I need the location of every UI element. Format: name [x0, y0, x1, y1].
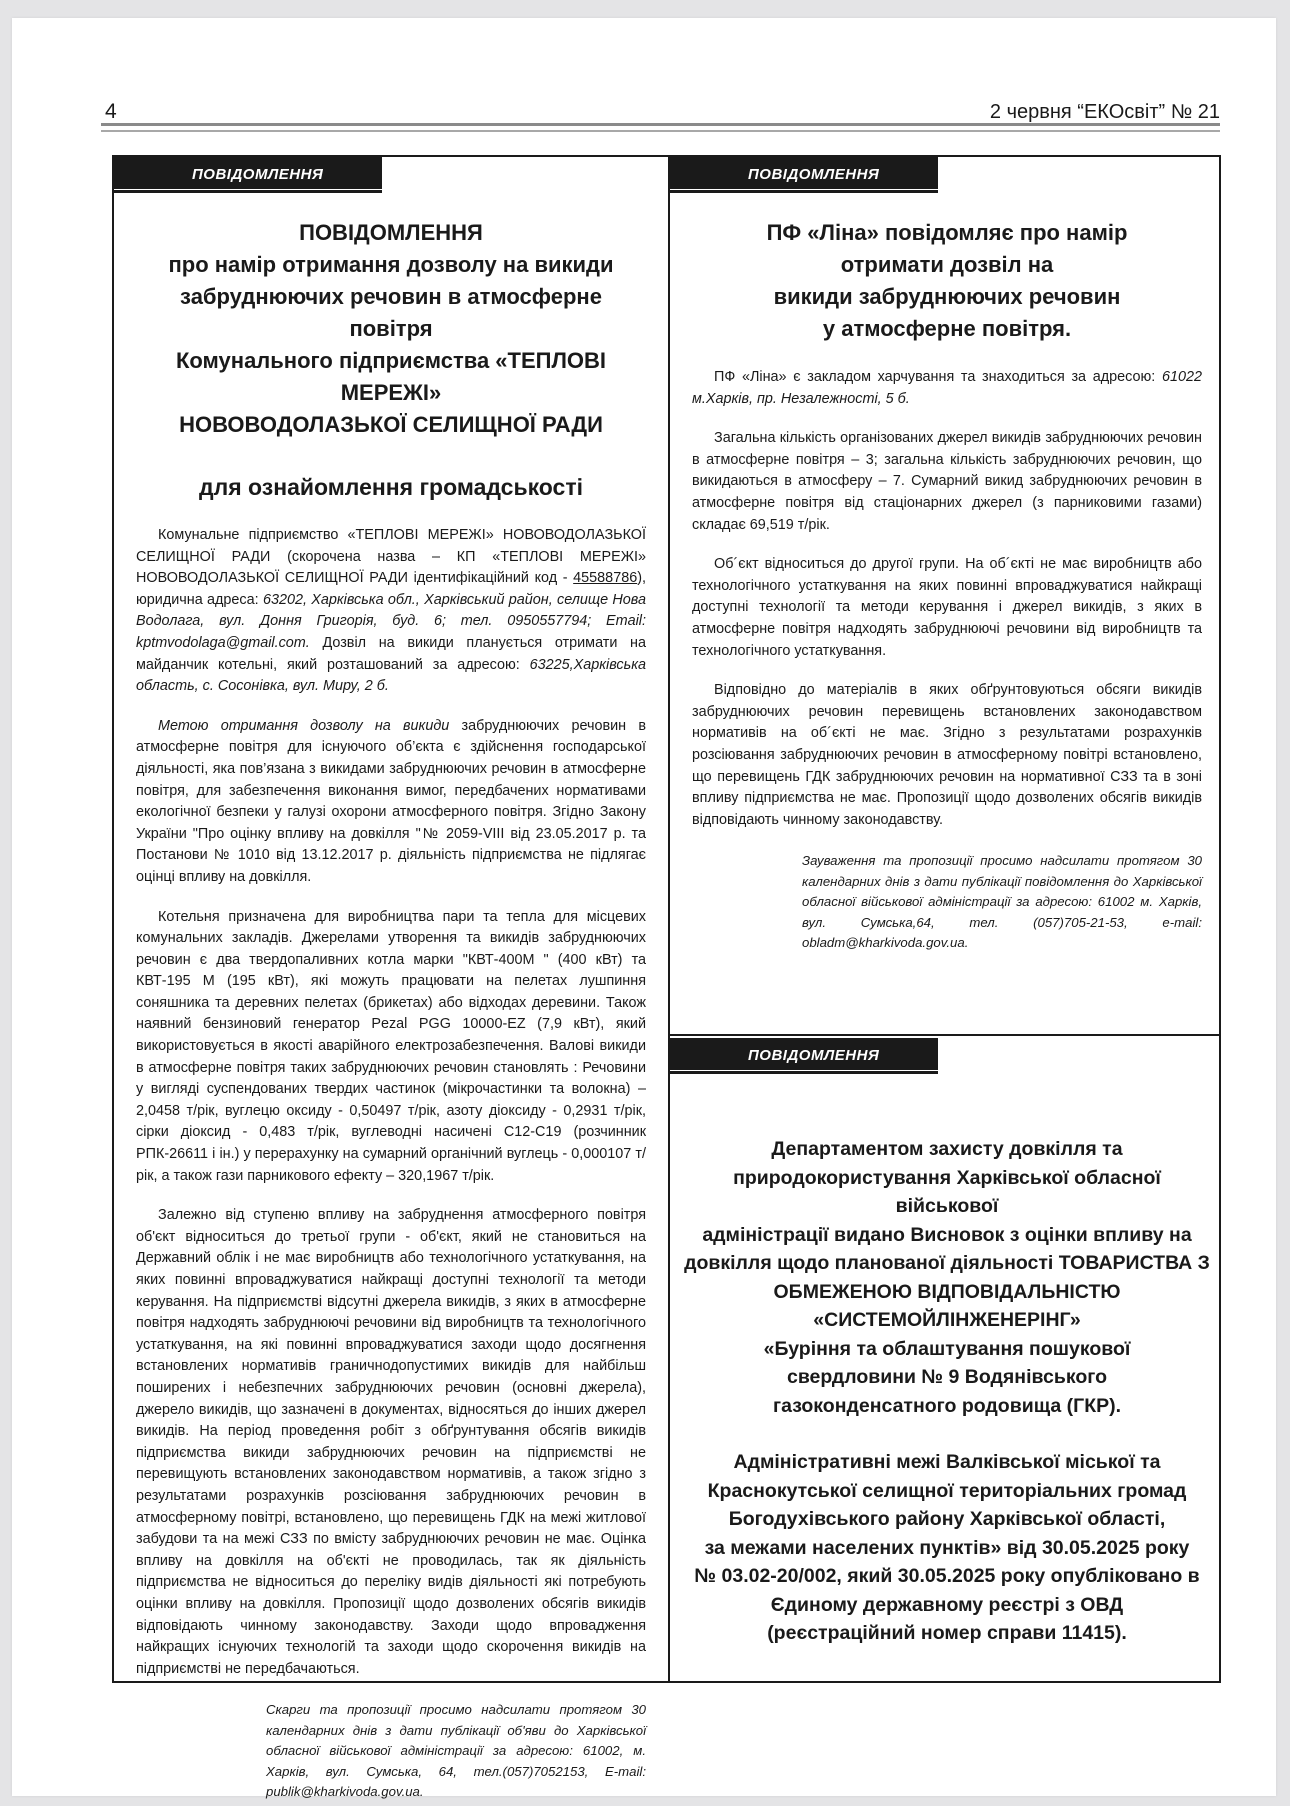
identification-code: 45588786 [573, 570, 638, 587]
left-notice-body [136, 525, 646, 1680]
boundaries-line: № 03.02-20/002, який 30.05.2025 року опубліковано в [694, 1565, 1200, 1587]
left-title-line: Комунального підприємства «ТЕПЛОВІ МЕРЕЖІ» [175, 348, 607, 405]
boundaries-line: Краснокутської селищної територіальних громад [707, 1479, 1187, 1502]
left-title-line: ПОВІДОМЛЕННЯ [299, 220, 483, 245]
right-paragraph-1 [692, 367, 1202, 410]
text-span: Комунальне підприємство «ТЕПЛОВІ МЕРЕЖІ» НОВОВОДОЛАЗЬКОЇ СЕЛИЩНОЇ РАДИ (скорочена назва – КП «ТЕПЛОВІ МЕРЕЖІ» НОВОВОДОЛАЗЬКОЇ СЕЛИЩНОЇ РАДИ ідентифікаційний код - [136, 527, 646, 587]
conclusion-line: «СИСТЕМОЙЛІНЖЕНЕРІНГ» [813, 1309, 1081, 1331]
left-title-line: про намір отримання дозволу на викиди [168, 252, 614, 277]
left-title-line: НОВОВОДОЛАЗЬКОЇ СЕЛИЩНОЇ РАДИ [179, 412, 603, 437]
right-title-line: у атмосферне повітря. [822, 316, 1072, 341]
content-frame [112, 155, 1221, 1799]
left-notice [136, 217, 646, 1802]
column-divider [668, 157, 670, 1681]
right-section-divider [670, 1034, 1219, 1036]
page-header [101, 84, 1220, 124]
conclusion-line: свердловини № 9 Водянівського [786, 1366, 1108, 1388]
left-notice-title [136, 217, 646, 441]
conclusion-line: природокористування Харківської обласної військової [733, 1166, 1161, 1217]
left-paragraph-4: Залежно від ступеню впливу на забруднення атмосферного повітря об'єкт відноситься до третьої групи - об'єкт, який не становиться на Державний облік і не має виробництв або технологічного устаткування, на яких повинні впроваджуватися найкращі доступні технології та методи керування. На підприємстві відсутні джерела викидів, з яких в атмосферне повітря надходять забруднюючі речовини від виробництв та технологічного устаткування, на які повинні впроваджуватися заходи щодо досягнення встановлених нормативів граничнодопустимих викидів для найбільш поширених і небезпечних забруднюючих речовин (основні джерела), джерело викидів, що зазначені в документах, відносяться до інших джерел викидів. На період проведення робіт з обґрунтування обсягів викидів підприємства викиди забруднюючих речовин на підприємстві не перевищують встановлених законодавством нормативів, а також згідно з результатами розрахунків розсіювання забруднюючих речовин в атмосферному повітрі, встановлено, що перевищень ГДК на межі житлової забудови та на межі СЗЗ по вмісту забруднюючих речовин не має. Оцінка впливу на довкілля на об'єкті не проводилась, так як діяльність підприємства не відноситься до переліку видів діяльності які потребують оцінки впливу на довкілля. Пропозиції щодо дозволених обсягів викидів відповідають чинному законодавству. Заходи щодо впровадження найкращих існуючих технологій та заходи щодо скорочення викидів на підприємстві не передбачаються. [136, 1207, 646, 1677]
right-paragraph-3: Об´єкт відноситься до другої групи. На об´єкті не має виробництв або технологічного устаткування на яких повинні впроваджуватися найкращі доступні технології та методи керування і джерел викидів, з яких в атмосферне повітря надходять забруднюючі речовини від виробництв та технологічного устаткування. [692, 556, 1202, 659]
ovd-boundaries-block [682, 1448, 1212, 1648]
ovd-conclusion-block [682, 1135, 1212, 1420]
right-top-note: Зауваження та пропозиції просимо надсилати протягом 30 календарних днів з дати публікації повідомлення до Харківської обласної військової адміністрації за адресою: 61002 м. Харків, вул. Сумська,64, тел. (057)705-21-53, e-mail: obladm@kharkivoda.gov.ua. [802, 853, 1202, 950]
left-paragraph-2 [136, 716, 646, 889]
conclusion-line: адміністрації видано Висновок з оцінки впливу на [702, 1223, 1192, 1246]
right-bottom-notice [682, 1135, 1212, 1648]
left-paragraph-1 [136, 525, 646, 698]
text-span: забруднюючих речовин в атмосферне повітря для існуючого об’єкта є здійснення господарської діяльності, яка пов’язана з викидами забруднюючих речовин в атмосферне повітря, для забезпечення виконання вимог, передбачених нормативами екологічної безпеки у галузі охорони атмосферного повітря. Згідно Закону України "Про оцінку впливу на довкілля "№ 2059-VIII від 23.05.2017 р. та Постанови № 1010 від 13.12.2017 р. діяльність підприємства не підлягає оцінці впливу на довкілля. [136, 717, 646, 885]
text-span: Дозвіл на викиди планується отримати на майданчик котельні, який розташований за адресою: [136, 634, 646, 673]
boundaries-line: за межами населених пунктів» від 30.05.2025 року [704, 1536, 1190, 1559]
section-tag-right-bottom: ПОВІДОМЛЕННЯ [670, 1038, 938, 1074]
left-paragraph-3: Котельня призначена для виробництва пари та тепла для місцевих комунальних закладів. Джерелами утворення та викидів забруднюючих речовин є два твердопаливних котла марки "КВТ-400М " (400 кВт) та КВТ-195 М (195 кВт), які можуть працювати на пелетах лушпиння соняшника та деревних пелетах (брикетах) або відходах деревини. Також наявний бензиновий генератор Pezal PGG 10000-EZ (7,9 кВт), який використовується в якості аварійного електрозабезпечення. Валові викиди в атмосферне повітря таких забруднюючих речовин становлять : Речовини у вигляді суспендованих твердих частинок (мікрочастинки та волокна) – 2,0458 т/рік, вуглецю оксиду - 0,50497 т/рік, азоту діоксиду - 0,2931 т/рік, сірки діоксид - 0,483 т/рік, вуглеводні насичені С12-С19 (розчинник РПК-26611 і ін.) у перерахунку на сумарний органічний вуглець - 0,000107 т/рік, а також гази парникового ефекту – 320,1967 т/рік. [136, 908, 646, 1184]
company-address: 61022 м.Харків, пр. Незалежності, 5 б. [692, 369, 1202, 407]
conclusion-line: «Буріння та облаштування пошукової [763, 1337, 1131, 1360]
boundaries-line: Адміністративні межі Валківської міської та [733, 1451, 1161, 1473]
conclusion-line: ОБМЕЖЕНОЮ ВІДПОВІДАЛЬНІСТЮ [773, 1280, 1121, 1303]
text-span: ), юридична адреса: [136, 570, 646, 608]
right-title-line: викиди забруднюючих речовин [773, 284, 1121, 309]
conclusion-line: Департаментом захисту довкілля та [771, 1138, 1123, 1160]
left-notice-subtitle: для ознайомлення громадськості [199, 474, 583, 500]
header-rule [101, 123, 1220, 126]
header-rule-thin [101, 130, 1220, 132]
right-top-notice-body [692, 367, 1202, 831]
section-tag-left: ПОВІДОМЛЕННЯ [114, 157, 382, 193]
left-complaints-note: Скарги та пропозиції просимо надсилати протягом 30 календарних днів з дати публікації об'яви до Харківської обласної військової адміністрації за адресою: 61002, м. Харків, вул. Сумська, 64, тел.(057)7052153, E-mail: publik@kharkivoda.gov.ua. [266, 1702, 646, 1799]
text-span: ПФ «Ліна» є закладом харчування та знаходиться за адресою: [714, 369, 1162, 385]
right-title-line: отримати дозвіл на [840, 252, 1054, 277]
section-tag-right-top: ПОВІДОМЛЕННЯ [670, 157, 938, 193]
page-number: 4 [105, 100, 117, 123]
left-title-line: забруднюючих речовин в атмосферне повітря [180, 284, 602, 341]
site-address: 63225,Харківська область, с. Сосонівка, вул. Миру, 2 б. [136, 656, 646, 695]
right-top-notice [692, 217, 1202, 953]
boundaries-line: Єдиному державному реєстрі з ОВД [770, 1593, 1124, 1616]
conclusion-line: довкілля щодо планованої діяльності ТОВАРИСТВА З [684, 1252, 1210, 1274]
boundaries-line: Богодухівського району Харківської області, [728, 1508, 1166, 1530]
legal-address: 63202, Харківська обл., Харківський район, селище Нова Водолага, вул. Доння Григорія, буд. 6; тел. 0950557794; Email: kptmvodolaga@gmail.com. [136, 591, 646, 651]
right-top-notice-title [692, 217, 1202, 345]
boundaries-line: (реєстраційний номер справи 11415). [767, 1622, 1127, 1644]
right-title-line: ПФ «Ліна» повідомляє про намір [766, 220, 1128, 245]
text-span: Метою отримання дозволу на викиди [158, 717, 450, 734]
issue-info: 2 червня “ЕКОсвіт” № 21 [989, 101, 1220, 123]
conclusion-line: газоконденсатного родовища (ГКР). [772, 1394, 1122, 1417]
right-paragraph-4: Відповідно до матеріалів в яких обґрунтовуються обсяги викидів забруднюючих речовин перевищень встановлених законодавством нормативів на об´єкті не має. Згідно з результатами розрахунків розсіювання забруднюючих речовин в атмосферному повітрі встановлено, що перевищень ГДК забруднюючих речовин на нормативної СЗЗ та в зоні впливу підприємства не має. Пропозиції щодо дозволених обсягів викидів відповідають чинному законодавству. [692, 682, 1202, 828]
right-paragraph-2: Загальна кількість організованих джерел викидів забруднюючих речовин в атмосферне повітря – 3; загальна кількість забруднюючих речовин, що викидаються в атмосферу – 7. Сумарний викид забруднюючих речовин в атмосферне повітря від стаціонарних джерел (з парниковими газами) складає 69,519 т/рік. [692, 430, 1202, 533]
